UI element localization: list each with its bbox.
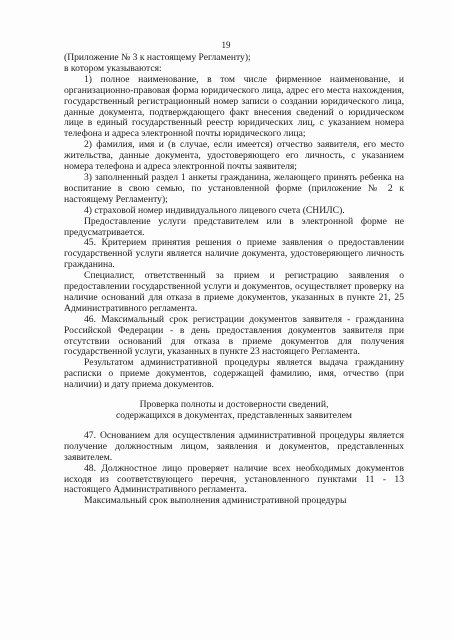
- paragraph: 46. Максимальный срок регистрации документов заявителя - гражданина Российской Федерации - в день предоставления документов заявителя при отсутствии оснований для отказа в приеме документов для получения государственной услуги, указанных в пункте 23 настоящего Регламента.: [64, 313, 404, 358]
- section-heading-line-2: содержащихся в документах, представленных заявителем: [116, 410, 352, 421]
- paragraph: 45. Критерием принятия решения о приеме заявления о предоставлении государственной услуги является наличие документа, удостоверяющего личность гражданина.: [64, 237, 404, 271]
- paragraph: (Приложение № 3 к настоящему Регламенту);: [64, 52, 251, 63]
- paragraph: 47. Основанием для осуществления административной процедуры является получение должностным лицом, заявления и документов, представленных заявителем.: [64, 429, 404, 463]
- paragraph: Максимальный срок выполнения административной процедуры: [84, 495, 347, 507]
- paragraph: 3) заполненный раздел 1 анкеты гражданина, желающего принять ребенка на воспитание в свою семью, по установленной форме (приложение № 2 к настоящему Регламенту);: [64, 171, 404, 205]
- document-body: [64, 53, 404, 507]
- paragraphs-before-heading: [64, 53, 404, 391]
- paragraph: Специалист, ответственный за прием и регистрацию заявления о предоставлении государственной услуги и документов, осуществляет проверку на наличие оснований для отказа в приеме документов, указанных в пункте 21, 25 Административного регламента.: [64, 270, 404, 314]
- paragraph: 48. Должностное лицо проверяет наличие всех необходимых документов исходя из соответствующего перечня, установленного пунктами 11 - 13 настоящего Административного регламента.: [64, 462, 404, 496]
- paragraph: 2) фамилия, имя и (в случае, если имеется) отчество заявителя, его место жительства, данные документа, удостоверяющего его личность, с указанием номера телефона и адреса электронной почты заявителя;: [64, 139, 404, 173]
- paragraphs-after-heading: [64, 431, 404, 507]
- section-heading: [64, 400, 404, 422]
- paragraph: 1) полное наименование, в том числе фирменное наименование, и организационно-правовая форма юридического лица, адрес его места нахождения, государственный регистрационный номер записи о создании юридического лица, данные документа, подтверждающего факт внесения сведений о юридическом лице в единый государственный реестр юридических лиц, с указанием номера телефона и адреса электронной почты юридического лица;: [64, 73, 404, 140]
- paragraph: 4) страховой номер индивидуального лицевого счета (СНИЛС).: [84, 204, 345, 216]
- paragraph: в котором указываются:: [64, 62, 162, 74]
- section-heading-line-1: Проверка полноты и достоверности сведений,: [139, 399, 329, 411]
- page-number: 19: [221, 40, 231, 50]
- paragraph: Предоставление услуги представителем или в электронной форме не предусматривается.: [64, 215, 404, 238]
- paragraph: Результатом административной процедуры является выдача гражданину расписки о приеме документов, содержащей фамилию, имя, отчество (при наличии) и дату приема документов.: [64, 357, 404, 391]
